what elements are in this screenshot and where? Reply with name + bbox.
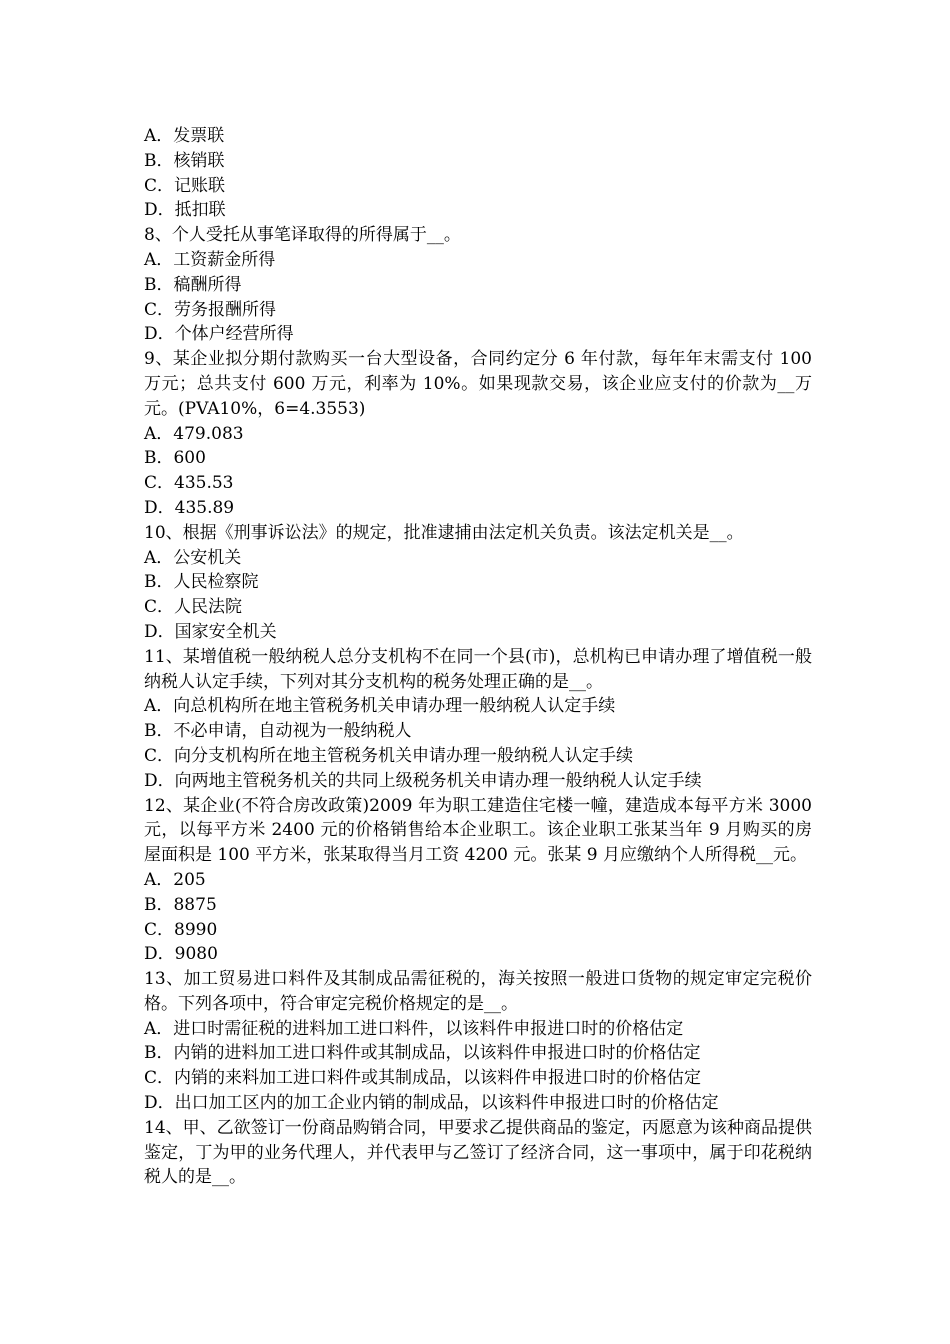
option-c: C．8990 [144,919,218,940]
question-8 [144,223,812,347]
question-stem: 8、个人受托从事笔译取得的所得属于__。 [144,225,461,246]
question-stem: 9、某企业拟分期付款购买一台大型设备，合同约定分 6 年付款，每年年末需支付 100 万元；总共支付 600 万元，利率为 10%。如果现款交易，该企业应支付的价款为__万元。(PVA10%，6=4.3553) [144,349,812,419]
question-12 [144,794,812,968]
option-b: B．核销联 [144,150,225,171]
option-d: D．国家安全机关 [144,621,277,642]
option-a: A．向总机构所在地主管税务机关申请办理一般纳税人认定手续 [144,696,616,717]
option-d: D．抵扣联 [144,200,226,221]
option-c: C．内销的来料加工进口料件或其制成品，以该料件申报进口时的价格估定 [144,1068,702,1089]
question-10 [144,521,812,645]
option-b: B．内销的进料加工进口料件或其制成品，以该料件申报进口时的价格估定 [144,1043,701,1064]
option-a: A．公安机关 [144,547,242,568]
question-11 [144,645,812,794]
option-a: A．进口时需征税的进料加工进口料件，以该料件申报进口时的价格估定 [144,1018,684,1039]
option-c: C．人民法院 [144,597,243,618]
question-block-7-options [144,124,812,223]
document-page [144,124,812,1190]
option-b: B．人民检察院 [144,572,259,593]
question-stem: 10、根据《刑事诉讼法》的规定，批准逮捕由法定机关负责。该法定机关是__。 [144,522,744,543]
question-14 [144,1116,812,1190]
option-b: B．8875 [144,894,217,915]
option-d: D．个体户经营所得 [144,324,294,345]
option-b: B．不必申请，自动视为一般纳税人 [144,721,412,742]
option-b: B．600 [144,448,206,469]
option-c: C．向分支机构所在地主管税务机关申请办理一般纳税人认定手续 [144,745,634,766]
option-d: D．向两地主管税务机关的共同上级税务机关申请办理一般纳税人认定手续 [144,770,702,791]
option-c: C．435.53 [144,473,234,494]
question-9 [144,347,812,521]
question-stem: 13、加工贸易进口料件及其制成品需征税的，海关按照一般进口货物的规定审定完税价格。下列各项中，符合审定完税价格规定的是__。 [144,969,812,1014]
question-stem: 12、某企业(不符合房改政策)2009 年为职工建造住宅楼一幢，建造成本每平方米 3000 元，以每平方米 2400 元的价格销售给本企业职工。该企业职工张某当年 9 月购买的房屋面积是 100 平方米，张某取得当月工资 4200 元。张某 9 月应缴纳个人所得税__元。 [144,795,812,866]
question-stem: 11、某增值税一般纳税人总分支机构不在同一个县(市)，总机构已申请办理了增值税一般纳税人认定手续，下列对其分支机构的税务处理正确的是__。 [144,646,812,692]
option-c: C．记账联 [144,175,226,196]
option-a: A．479.083 [144,423,244,444]
option-a: A．发票联 [144,126,225,146]
option-a: A．205 [144,869,206,890]
option-d: D．9080 [144,944,218,965]
option-d: D．出口加工区内的加工企业内销的制成品，以该料件申报进口时的价格估定 [144,1093,719,1114]
question-stem: 14、甲、乙欲签订一份商品购销合同，甲要求乙提供商品的鉴定，丙愿意为该种商品提供鉴定，丁为甲的业务代理人，并代表甲与乙签订了经济合同，这一事项中，属于印花税纳税人的是__。 [144,1117,812,1188]
option-d: D．435.89 [144,497,235,518]
option-a: A．工资薪金所得 [144,249,276,270]
question-13 [144,967,812,1116]
option-b: B．稿酬所得 [144,274,242,295]
option-c: C．劳务报酬所得 [144,299,277,320]
